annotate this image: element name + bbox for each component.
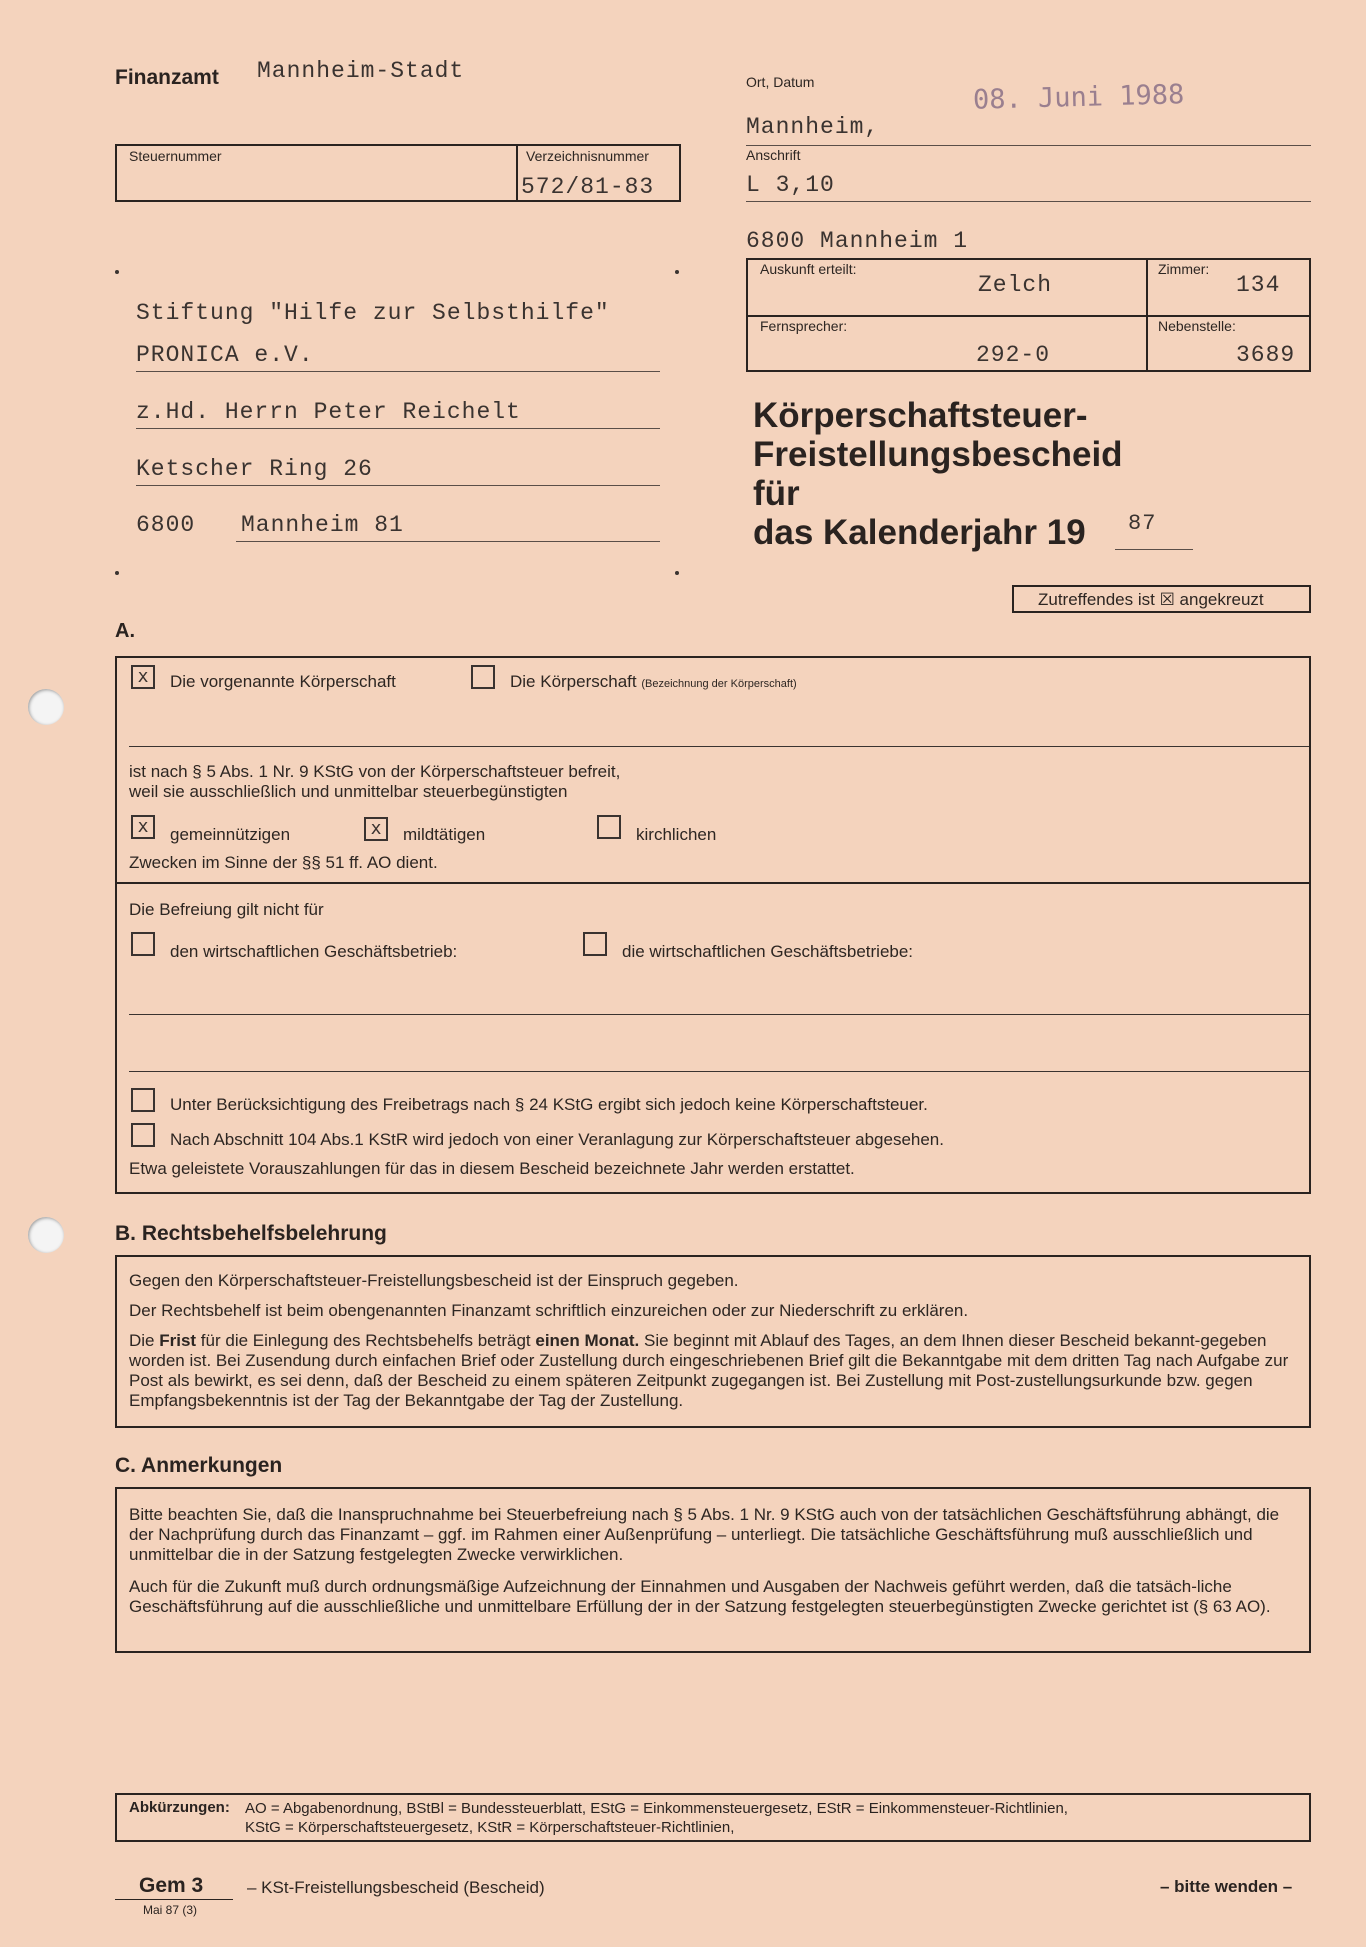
fernsprecher-value: 292-0	[976, 342, 1051, 368]
section-a-divider	[117, 882, 1309, 884]
freibetrag-text: Unter Berücksichtigung des Freibetrags nach § 24 KStG ergibt sich jedoch keine Körperschaftsteuer.	[170, 1095, 928, 1114]
punch-hole-top	[28, 689, 64, 725]
rechtsbehelf-p3	[129, 1331, 1299, 1411]
checkbox-freibetrag[interactable]	[131, 1088, 155, 1112]
befreiung-gilt-text: Die Befreiung gilt nicht für	[129, 900, 324, 919]
recipient-line1: Stiftung "Hilfe zur Selbsthilfe"	[136, 300, 610, 326]
recipient-rule	[136, 428, 660, 429]
anmerkung-p2: Auch für die Zukunft muß durch ordnungsmäßige Aufzeichnung der Einnahmen und Ausgaben der Nachweis geführt werden, daß die tatsäch-liche Geschäftsführung auf die ausschließliche und unmittelbare Erfüllung der in der Satzung festgelegten steuerbegünstigten Zwecke gerichtet ist (§ 63 AO).	[129, 1577, 1271, 1616]
section-a-box	[115, 656, 1311, 1194]
vorauszahlungen-text: Etwa geleistete Vorauszahlungen für das in diesem Bescheid bezeichnete Jahr werden erstattet.	[129, 1159, 855, 1178]
section-c-box	[115, 1487, 1311, 1653]
date-stamp: 08. Juni 1988	[972, 79, 1185, 116]
contact-h-divider	[748, 315, 1309, 317]
form-code-line	[115, 1899, 233, 1900]
checkbox-gemeinnuetzig[interactable]: x	[131, 815, 155, 839]
recipient-rule	[136, 371, 660, 372]
befreit-line2: weil sie ausschließlich und unmittelbar steuerbegünstigten	[129, 782, 568, 801]
kirch-label: kirchlichen	[636, 825, 717, 844]
fernsprecher-label: Fernsprecher:	[760, 318, 848, 334]
nebenstelle-value: 3689	[1236, 342, 1296, 368]
auskunft-value: Zelch	[978, 272, 1053, 298]
window-mark	[675, 270, 679, 274]
gemein-label: gemeinnützigen	[170, 825, 291, 844]
checkbox-mildtaetig[interactable]: x	[364, 817, 388, 841]
anschrift-label: Anschrift	[746, 147, 801, 163]
steuernummer-divider	[516, 146, 518, 200]
p3-frist: Frist	[159, 1331, 197, 1350]
abbreviations-box	[115, 1793, 1311, 1842]
zimmer-value: 134	[1236, 272, 1281, 298]
recipient-line2: PRONICA e.V.	[136, 342, 314, 368]
finanzamt-label: Finanzamt	[115, 66, 219, 89]
recipient-line3: z.Hd. Herrn Peter Reichelt	[136, 399, 521, 425]
anmerkung-p1: Bitte beachten Sie, daß die Inanspruchnahme bei Steuerbefreiung nach § 5 Abs. 1 Nr. 9 KStG auch von der tatsächlichen Geschäftsführung abhängt, die der Nachprüfung durch das Finanzamt – ggf. im Rahmen einer Außenprüfung – unterliegt. Die tatsächliche Geschäftsführung muß ausschließlich und unmittelbar die in der Satzung festgelegten Zwecke verwirklichen.	[129, 1505, 1280, 1564]
title-line4: das Kalenderjahr 19	[753, 513, 1086, 552]
p3-b: für die Einlegung des Rechtsbehelfs beträgt	[196, 1331, 536, 1350]
verzeichnis-value: 572/81-83	[521, 174, 655, 200]
recipient-city: Mannheim 81	[241, 512, 404, 538]
anschrift-line2: 6800 Mannheim 1	[746, 228, 969, 254]
form-title: – KSt-Freistellungsbescheid (Bescheid)	[247, 1878, 545, 1897]
rechtsbehelf-p1: Gegen den Körperschaftsteuer-Freistellungsbescheid ist der Einspruch gegeben.	[129, 1271, 739, 1290]
contact-box	[746, 258, 1311, 372]
befreit-line1: ist nach § 5 Abs. 1 Nr. 9 KStG von der Körperschaftsteuer befreit,	[129, 762, 621, 781]
abbreviations-line1: AO = Abgabenordnung, BStBl = Bundessteuerblatt, EStG = Einkommensteuergesetz, EStR = Einkommensteuer-Richtlinien,	[245, 1800, 1068, 1817]
bitte-wenden: – bitte wenden –	[1160, 1877, 1293, 1896]
auskunft-label: Auskunft erteilt:	[760, 261, 857, 277]
form-date: Mai 87 (3)	[143, 1903, 198, 1917]
p3-a: Die	[129, 1331, 160, 1350]
title-line3: für	[753, 474, 800, 513]
abbreviations-text	[245, 1799, 1068, 1837]
recipient-plz: 6800	[136, 512, 196, 538]
checkbox-kirchlich[interactable]	[597, 815, 621, 839]
geschaeft1-label: den wirtschaftlichen Geschäftsbetrieb:	[170, 942, 458, 961]
nebenstelle-label: Nebenstelle:	[1158, 318, 1236, 334]
checkbox-geschaeftsbetrieb[interactable]	[131, 932, 155, 956]
year-value: 87	[1128, 511, 1157, 536]
anschrift-line1: L 3,10	[746, 172, 835, 198]
section-b-heading: B. Rechtsbehelfsbelehrung	[115, 1222, 387, 1245]
zutreffendes-box	[1012, 585, 1311, 613]
rechtsbehelf-p2: Der Rechtsbehelf ist beim obengenannten Finanzamt schriftlich einzureichen oder zur Niederschrift zu erklären.	[129, 1301, 969, 1320]
year-line	[1115, 549, 1193, 550]
abbreviations-label: Abkürzungen:	[129, 1799, 230, 1816]
befreit-text	[129, 762, 620, 802]
checkbox-vorgenannte[interactable]: x	[131, 665, 155, 689]
checkbox-koerperschaft[interactable]	[471, 665, 495, 689]
opt2-label-text: Die Körperschaft	[510, 672, 637, 691]
recipient-rule	[136, 485, 660, 486]
mild-label: mildtätigen	[403, 825, 486, 844]
steuernummer-label: Steuernummer	[129, 148, 222, 164]
title-line1: Körperschaftsteuer-	[753, 396, 1088, 435]
anschrift-line	[746, 201, 1311, 202]
punch-hole-bottom	[28, 1217, 64, 1253]
abschnitt-text: Nach Abschnitt 104 Abs.1 KStR wird jedoch von einer Veranlagung zur Körperschaftsteuer abgesehen.	[170, 1130, 944, 1149]
window-mark	[115, 571, 119, 575]
section-a-heading: A.	[115, 620, 135, 642]
opt1-label: Die vorgenannte Körperschaft	[170, 672, 396, 691]
ort-line	[746, 145, 1311, 146]
zwecken-text: Zwecken im Sinne der §§ 51 ff. AO dient.	[129, 853, 438, 872]
window-mark	[675, 571, 679, 575]
recipient-rule	[236, 541, 660, 542]
opt2-small: (Bezeichnung der Körperschaft)	[641, 678, 797, 690]
checkbox-geschaeftsbetriebe[interactable]	[583, 932, 607, 956]
verzeichnis-label: Verzeichnisnummer	[526, 148, 649, 164]
p3-monat: einen Monat.	[535, 1331, 640, 1350]
document-title	[753, 396, 1123, 552]
recipient-line4: Ketscher Ring 26	[136, 456, 373, 482]
geschaeft2-label: die wirtschaftlichen Geschäftsbetriebe:	[622, 942, 914, 961]
zutreffendes-text: Zutreffendes ist ☒ angekreuzt	[1038, 590, 1264, 609]
koerperschaft-line	[129, 746, 1309, 747]
geschaeft-line	[129, 1014, 1309, 1015]
ort-datum-label: Ort, Datum	[746, 74, 815, 90]
checkbox-abschnitt[interactable]	[131, 1123, 155, 1147]
title-line2: Freistellungsbescheid	[753, 435, 1123, 474]
opt2-label	[510, 672, 797, 692]
form-code: Gem 3	[139, 1874, 204, 1897]
ort-value: Mannheim,	[746, 114, 880, 140]
window-mark	[115, 270, 119, 274]
section-b-box	[115, 1255, 1311, 1428]
geschaeft-line	[129, 1071, 1309, 1072]
finanzamt-value: Mannheim-Stadt	[257, 58, 465, 84]
p3-c: Sie beginnt mit Ablauf des Tages, an dem Ihnen dieser Bescheid bekannt-gegeben worden ist. Bei Zusendung durch einfachen Brief oder Zustellung durch eingeschriebenen Brief gilt die Bekanntgabe mit dem dritten Tag nach Aufgabe zur Post als bewirkt, es sei denn, daß der Bescheid zu einem späteren Zeitpunkt zugegangen ist. Bei Zustellung mit Post-zustellungsurkunde bzw. gegen Empfangsbekenntnis ist der Tag der Bekanntgabe der Tag der Zustellung.	[129, 1331, 1289, 1410]
zimmer-label: Zimmer:	[1158, 261, 1210, 277]
section-c-heading: C. Anmerkungen	[115, 1454, 283, 1477]
steuernummer-box	[115, 144, 681, 202]
abbreviations-line2: KStG = Körperschaftsteuergesetz, KStR = Körperschaftsteuer-Richtlinien,	[245, 1819, 735, 1836]
